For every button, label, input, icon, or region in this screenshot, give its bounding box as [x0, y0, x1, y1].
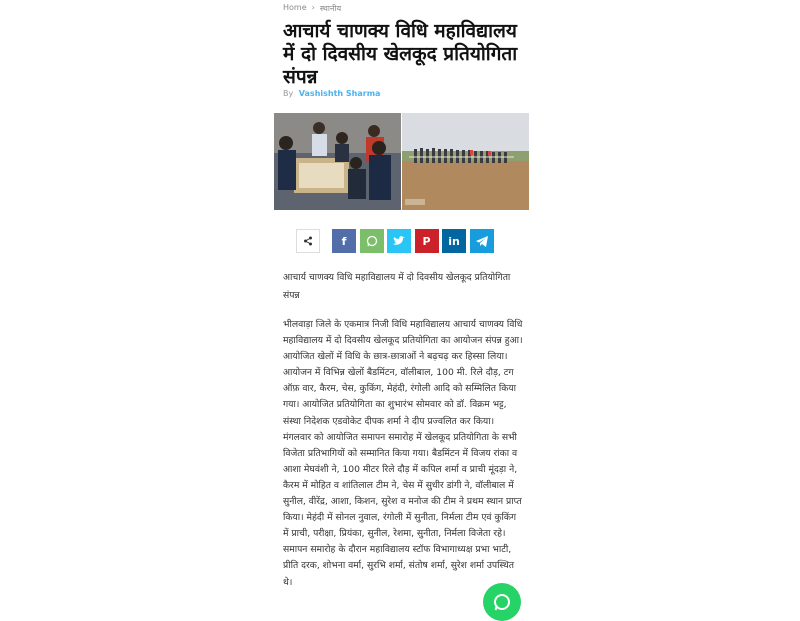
pinterest-share-button[interactable] — [415, 229, 439, 253]
breadcrumb-home[interactable]: Home — [283, 3, 307, 12]
hero-photo-collage — [274, 113, 529, 210]
linkedin-icon: in — [448, 234, 460, 248]
telegram-share-button[interactable] — [470, 229, 494, 253]
byline — [283, 89, 380, 98]
twitter-share-button[interactable] — [387, 229, 411, 253]
article-body: भीलवाड़ा जिले के एकमात्र निजी विधि महाविद्यालय आचार्य चाणक्य विधि महाविद्यालय में दो दिवसीय खेलकूद प्रतियोगिता का आयोजन संपन्न हुआ। आयोजित खेलों में विधि के छात्र-छात्राओं ने बढ़चढ़ कर हिस्सा लिया। आयोजन में विभिन्न खेलों बैडमिंटन, वॉलीबाल, 100 मी. रिले दौड़, टग ऑफ़ वार, कैरम, चेस, कुकिंग, मेहंदी, रंगोली आदि को सम्मिलित किया गया। आयोजित प्रतियोगिता का शुभारंभ सोमवार को डॉ. विक्रम भट्ट, संस्था निदेशक एडवोकेट दीपक शर्मा ने दीप प्रज्वलित कर किया। मंगलवार को आयोजित समापन समारोह में खेलकूद प्रतियोगिता के सभी विजेता प्रतिभागियों को सम्मानित किया गया। बैडमिंटन में विजय रांका व आशा मेघवंशी ने, 100 मीटर रिले दौड़ में कपिल शर्मा व प्राची मूंदड़ा ने, कैरम में मोहित व शांतिलाल टीम ने, चेस में सुधीर डांगी ने, वॉलीबाल में सुनील, वीरेंद्र, आशा, किशन, सुरेश व मनोज की टीम ने प्रथम स्थान प्राप्त किया। मेहंदी में सोनल नुवाल, रंगोली में सुनीता, निर्मला टीम एवं कुकिंग में प्राची, परीक्षा, प्रियंका, सुनील, रेशमा, सुनीता, निर्मला विजेता रहे। समापन समारोह के दौरान महाविद्यालय स्टॉफ विभागाध्यक्ष प्रभा भाटी, प्रीति दरक, शोभना वर्मा, सुरभि शर्मा, संतोष शर्मा, सुरेश शर्मा उपस्थित थे। — [283, 319, 523, 588]
share-button[interactable] — [296, 229, 320, 253]
breadcrumb-current[interactable]: स्थानीय — [319, 4, 342, 13]
by-label: By — [283, 89, 294, 98]
share-icon — [303, 236, 313, 246]
facebook-share-button[interactable] — [332, 229, 356, 253]
whatsapp-floating-button[interactable] — [483, 583, 521, 621]
whatsapp-icon — [492, 592, 512, 612]
pinterest-icon: P — [422, 234, 431, 248]
breadcrumb — [283, 3, 341, 14]
article-title: आचार्य चाणक्य विधि महाविद्यालय में दो दिवसीय खेलकूद प्रतियोगिता संपन्न — [283, 20, 518, 88]
linkedin-share-button[interactable] — [442, 229, 466, 253]
share-buttons — [296, 229, 497, 253]
hero-image — [274, 113, 529, 210]
twitter-icon — [393, 236, 405, 246]
whatsapp-icon — [366, 235, 378, 247]
facebook-icon: f — [341, 234, 347, 248]
whatsapp-share-button[interactable] — [360, 229, 384, 253]
chevron-right-icon: › — [311, 3, 315, 12]
author-link[interactable]: Vashishth Sharma — [298, 89, 381, 98]
telegram-icon — [476, 236, 488, 247]
article-lead: आचार्य चाणक्य विधि महाविद्यालय में दो दिवसीय खेलकूद प्रतियोगिता संपन्न — [283, 272, 511, 301]
